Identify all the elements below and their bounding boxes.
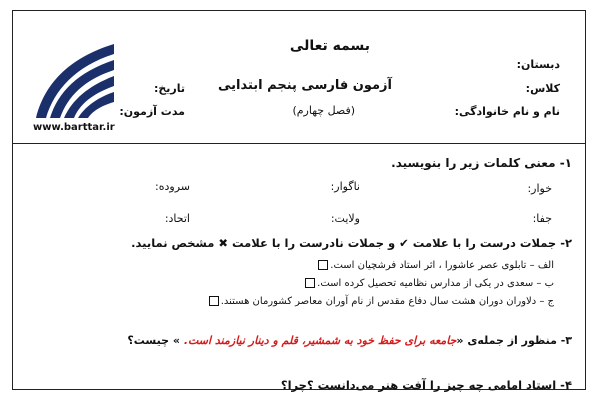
duration-label: مدت آزمون: bbox=[119, 105, 185, 118]
q2-prompt: ۲- جملات درست را با علامت ✔ و جملات نادرست را با علامت ✖ مشخص نمایید. bbox=[131, 236, 572, 250]
q2-item-text: ب – سعدی در یکی از مدارس نظامیه تحصیل کرده است. bbox=[317, 278, 554, 289]
q2-item bbox=[316, 260, 554, 271]
q1-word: خوار: bbox=[527, 182, 552, 195]
website-url: www.barttar.ir bbox=[33, 122, 115, 133]
q3-prompt bbox=[127, 334, 572, 347]
basmala: بسمه تعالی bbox=[289, 38, 370, 54]
q3-prefix: ۳- منظور از جمله‌ی « bbox=[456, 334, 572, 347]
q1-word: ولایت: bbox=[330, 212, 360, 225]
name-label: نام و نام خانوادگی: bbox=[454, 105, 560, 118]
school-label: دبستان: bbox=[516, 58, 560, 71]
q2-item-text: ج – دلاوران دوران هشت سال دفاع مقدس از نام آوران معاصر کشورمان هستند. bbox=[220, 296, 554, 307]
header-divider bbox=[12, 143, 586, 144]
exam-chapter: (فصل چهارم) bbox=[292, 104, 355, 117]
q3-suffix: » چیست؟ bbox=[127, 334, 184, 347]
q2-item bbox=[303, 278, 554, 289]
q1-prompt: ۱- معنی کلمات زیر را بنویسید. bbox=[391, 156, 572, 170]
barttar-logo-icon bbox=[26, 40, 118, 124]
answer-checkbox[interactable] bbox=[318, 260, 328, 270]
q3-quote: جامعه برای حفظ خود به شمشیر، قلم و دینار نیازمند است. bbox=[183, 334, 457, 347]
answer-checkbox[interactable] bbox=[209, 296, 219, 306]
q1-word: ناگوار: bbox=[330, 180, 360, 193]
q1-word: اتحاد: bbox=[164, 212, 190, 225]
answer-checkbox[interactable] bbox=[305, 278, 315, 288]
exam-title: آزمون فارسی پنجم ابتدایی bbox=[217, 78, 392, 93]
class-label: کلاس: bbox=[525, 82, 560, 95]
q1-word: جفا: bbox=[532, 212, 552, 225]
q2-item bbox=[207, 296, 554, 307]
q1-word: سروده: bbox=[155, 180, 190, 193]
q2-item-text: الف – تابلوی عصر عاشورا ، اثر استاد فرشچیان است. bbox=[330, 260, 554, 271]
date-label: تاریخ: bbox=[153, 82, 185, 95]
q4-prompt: ۴- استاد امامی چه چیز را آفت هنر می‌دانست ؟چرا؟ bbox=[280, 378, 572, 392]
